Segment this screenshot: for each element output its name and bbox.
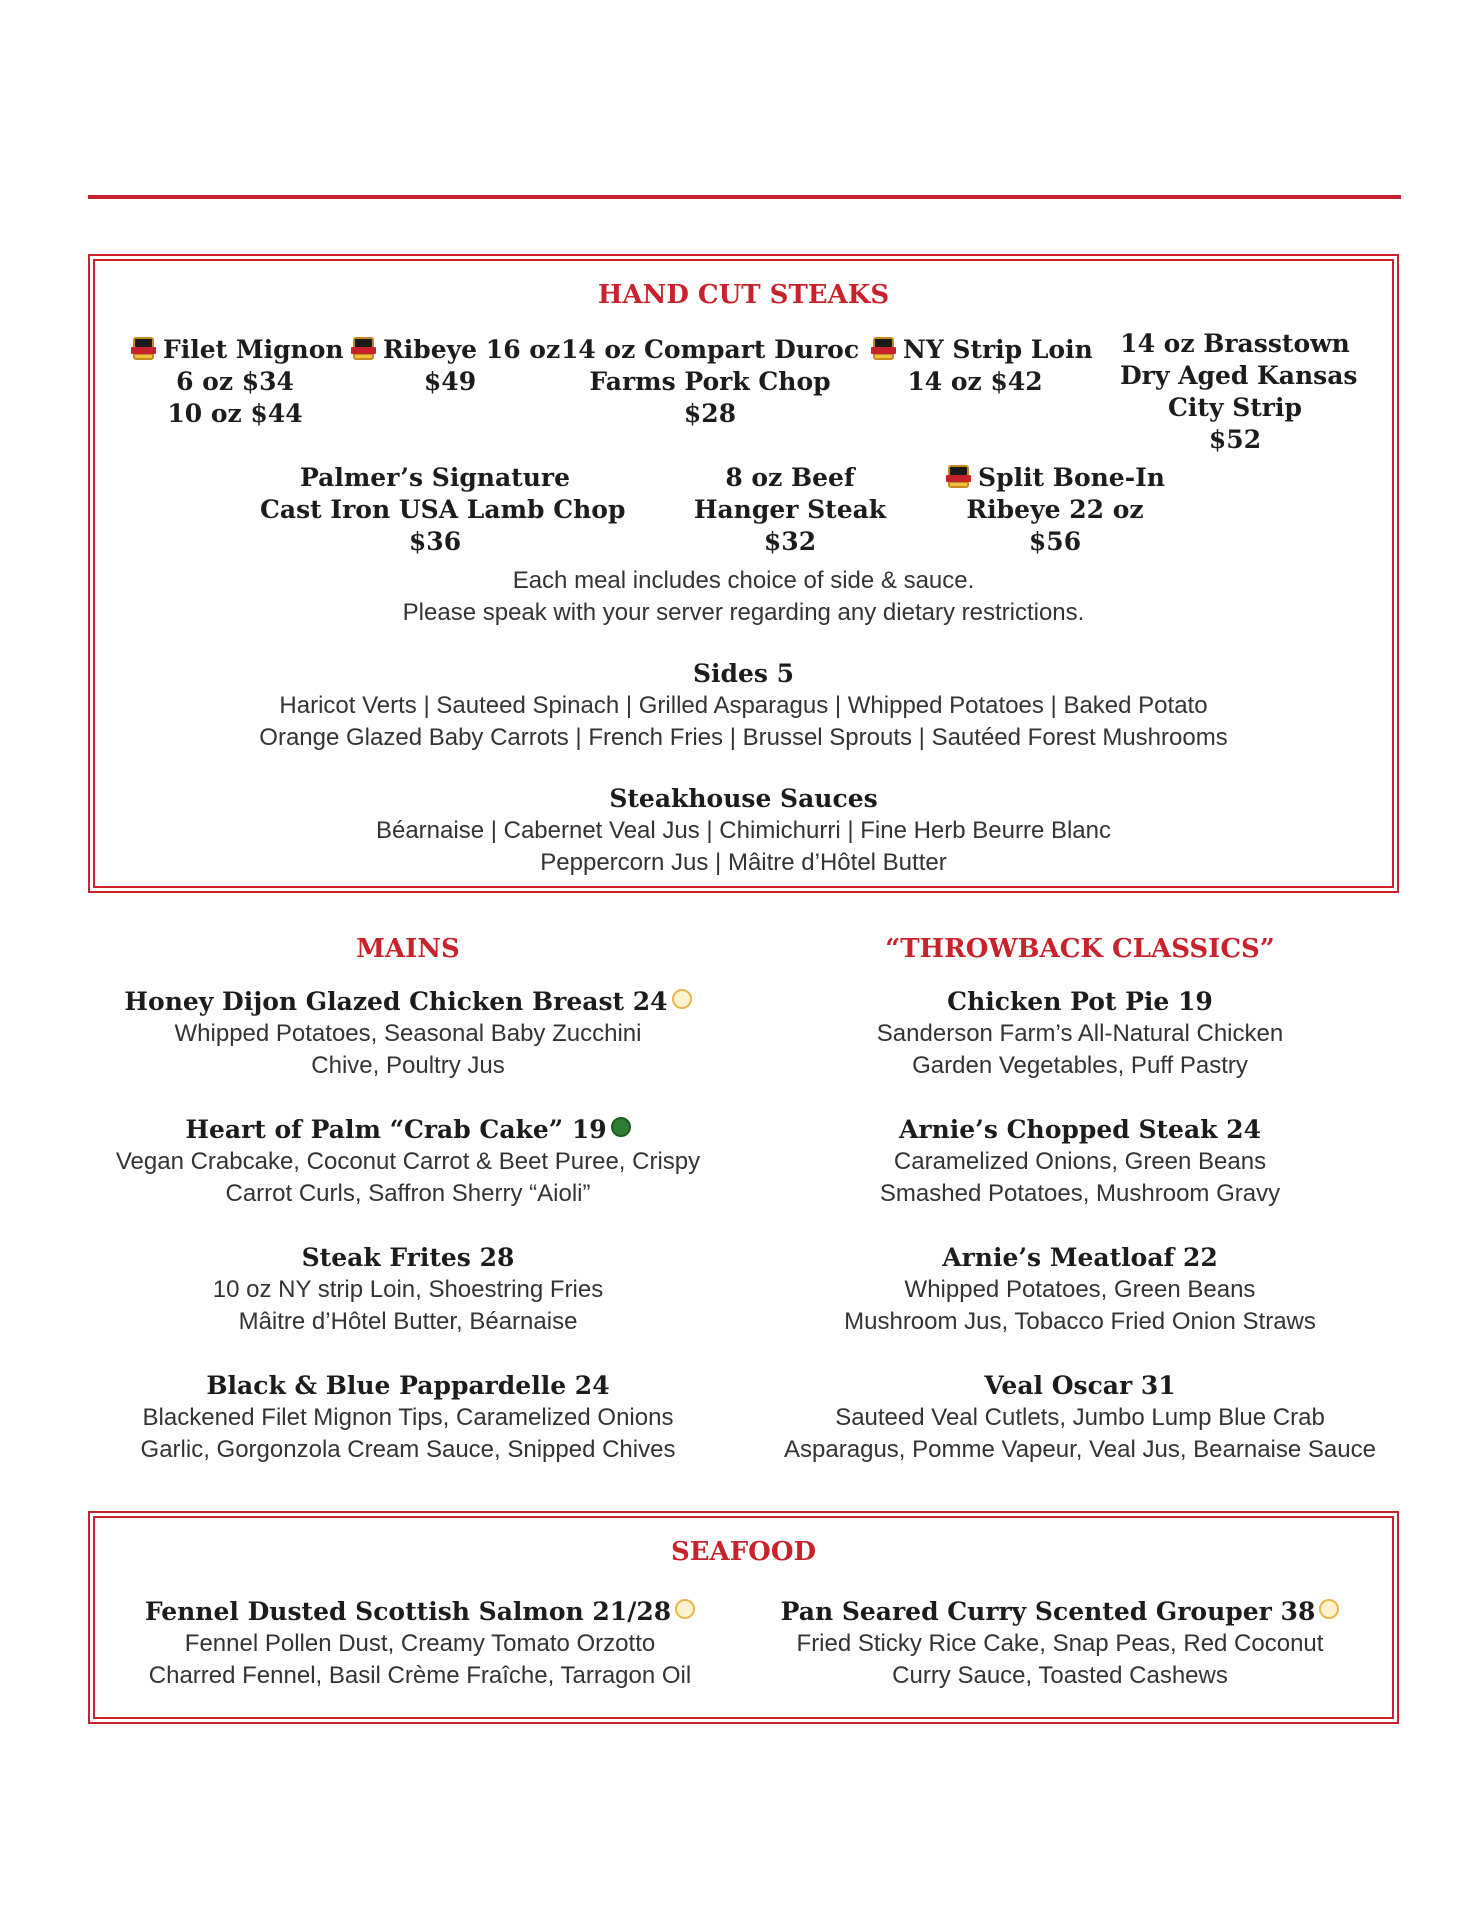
steak-name: 14 oz Compart Duroc: [560, 335, 860, 364]
menu-item: [88, 1114, 728, 1210]
steak-name: 8 oz Beef: [725, 463, 855, 492]
item-description: Carrot Curls, Saffron Sherry “Aioli”: [225, 1180, 591, 1207]
item-description: Mâitre d’Hôtel Butter, Béarnaise: [238, 1308, 578, 1335]
menu-item: [760, 1242, 1400, 1338]
certified-steak-icon: [130, 336, 157, 361]
item-description: Caramelized Onions, Green Beans: [893, 1148, 1267, 1175]
item-description: 10 oz NY strip Loin, Shoestring Fries: [212, 1276, 604, 1303]
steak-item-ny-strip: [870, 334, 1093, 398]
steak-name: Cast Iron USA Lamb Chop: [260, 495, 626, 524]
menu-item: [88, 1242, 728, 1338]
item-description: Sanderson Farm’s All-Natural Chicken: [876, 1020, 1284, 1047]
item-description: Fried Sticky Rice Cake, Snap Peas, Red Coconut: [796, 1630, 1324, 1657]
steak-item-filet: [130, 334, 344, 430]
item-description: Sauteed Veal Cutlets, Jumbo Lump Blue Crab: [835, 1404, 1325, 1431]
item-name: Veal Oscar 31: [984, 1371, 1176, 1400]
steak-name: Split Bone-In: [978, 463, 1165, 492]
sauces-title: Steakhouse Sauces: [609, 784, 878, 813]
item-name: Black & Blue Pappardelle 24: [206, 1371, 610, 1400]
note-line: Please speak with your server regarding any dietary restrictions.: [402, 599, 1085, 626]
certified-steak-icon: [350, 336, 377, 361]
vegan-icon: [611, 1117, 631, 1137]
steak-item-hanger: [670, 462, 910, 558]
sauces-line: Béarnaise | Cabernet Veal Jus | Chimichurri | Fine Herb Beurre Blanc: [375, 817, 1112, 844]
steak-price: $36: [408, 527, 462, 556]
gluten-free-icon: [672, 989, 692, 1009]
sides-title: Sides 5: [692, 659, 795, 688]
steak-name: Farms Pork Chop: [589, 367, 831, 396]
steak-price: $52: [1208, 425, 1262, 454]
item-description: Chive, Poultry Jus: [311, 1052, 505, 1079]
item-description: Blackened Filet Mignon Tips, Caramelized Onions: [142, 1404, 674, 1431]
steak-name: 14 oz Brasstown: [1120, 329, 1350, 358]
item-description: Whipped Potatoes, Green Beans: [904, 1276, 1256, 1303]
menu-item: [760, 1370, 1400, 1466]
steak-item-ribeye: [350, 334, 561, 398]
sauces-line: Peppercorn Jus | Mâitre d’Hôtel Butter: [540, 849, 947, 876]
steak-name: Hanger Steak: [693, 495, 887, 524]
note-line: Each meal includes choice of side & sauce.: [512, 567, 975, 594]
item-name: Fennel Dusted Scottish Salmon 21/28: [144, 1597, 672, 1626]
steak-item-bone-in-ribeye: [930, 462, 1180, 558]
steak-price: Ribeye 22 oz: [966, 495, 1144, 524]
sides-line: Orange Glazed Baby Carrots | French Fries | Brussel Sprouts | Sautéed Forest Mushrooms: [259, 724, 1228, 751]
item-name: Arnie’s Meatloaf 22: [942, 1243, 1218, 1272]
steaks-title: HAND CUT STEAKS: [597, 280, 890, 310]
sauces-block: [90, 783, 1397, 879]
item-description: Curry Sauce, Toasted Cashews: [892, 1662, 1228, 1689]
item-description: Whipped Potatoes, Seasonal Baby Zucchini: [174, 1020, 642, 1047]
menu-item: [760, 1114, 1400, 1210]
item-name: Arnie’s Chopped Steak 24: [899, 1115, 1261, 1144]
steak-name: NY Strip Loin: [903, 335, 1093, 364]
item-description: Asparagus, Pomme Vapeur, Veal Jus, Bearnaise Sauce: [784, 1436, 1376, 1463]
steaks-notes: [90, 565, 1397, 629]
steak-name: Filet Mignon: [163, 335, 344, 364]
item-name: Chicken Pot Pie 19: [947, 987, 1213, 1016]
item-description: Mushroom Jus, Tobacco Fried Onion Straws: [844, 1308, 1316, 1335]
menu-item: [88, 1370, 728, 1466]
steak-price: 6 oz $34: [176, 367, 294, 396]
menu-item: [750, 1596, 1370, 1692]
sides-block: [90, 658, 1397, 754]
seafood-section: [88, 1511, 1399, 1724]
sides-line: Haricot Verts | Sauteed Spinach | Grilled Asparagus | Whipped Potatoes | Baked Potato: [279, 692, 1208, 719]
item-name: Honey Dijon Glazed Chicken Breast 24: [124, 987, 668, 1016]
item-description: Charred Fennel, Basil Crème Fraîche, Tarragon Oil: [148, 1662, 692, 1689]
steak-name: City Strip: [1168, 393, 1302, 422]
steak-price: $28: [683, 399, 737, 428]
certified-steak-icon: [945, 464, 972, 489]
steak-price: $49: [423, 367, 477, 396]
steak-name: Ribeye 16 oz: [383, 335, 561, 364]
steak-price: $56: [1028, 527, 1082, 556]
item-name: Steak Frites 28: [301, 1243, 515, 1272]
item-description: Garlic, Gorgonzola Cream Sauce, Snipped Chives: [140, 1436, 676, 1463]
mains-title: MAINS: [356, 934, 460, 964]
gluten-free-icon: [1319, 1599, 1339, 1619]
steak-item-kansas-city: [1120, 328, 1358, 456]
seafood-title: SEAFOOD: [670, 1537, 817, 1567]
steak-item-pork-chop: [560, 334, 860, 430]
item-description: Garden Vegetables, Puff Pastry: [912, 1052, 1248, 1079]
item-description: Smashed Potatoes, Mushroom Gravy: [879, 1180, 1281, 1207]
steak-item-lamb-chop: [260, 462, 626, 558]
menu-item: [760, 986, 1400, 1082]
steak-price: 10 oz $44: [167, 399, 303, 428]
item-name: Pan Seared Curry Scented Grouper 38: [780, 1597, 1316, 1626]
menu-item: [88, 986, 728, 1082]
menu-item: [110, 1596, 730, 1692]
steak-price: $32: [763, 527, 817, 556]
steak-name: Palmer’s Signature: [300, 463, 570, 492]
steaks-section: [88, 254, 1399, 893]
gluten-free-icon: [675, 1599, 695, 1619]
certified-steak-icon: [870, 336, 897, 361]
item-description: Fennel Pollen Dust, Creamy Tomato Orzotto: [184, 1630, 656, 1657]
item-description: Vegan Crabcake, Coconut Carrot & Beet Puree, Crispy: [115, 1148, 701, 1175]
steak-name: Dry Aged Kansas: [1120, 361, 1358, 390]
item-name: Heart of Palm “Crab Cake” 19: [185, 1115, 607, 1144]
steak-price: 14 oz $42: [907, 367, 1043, 396]
header-rule: [88, 195, 1401, 199]
classics-title: “THROWBACK CLASSICS”: [885, 934, 1275, 964]
